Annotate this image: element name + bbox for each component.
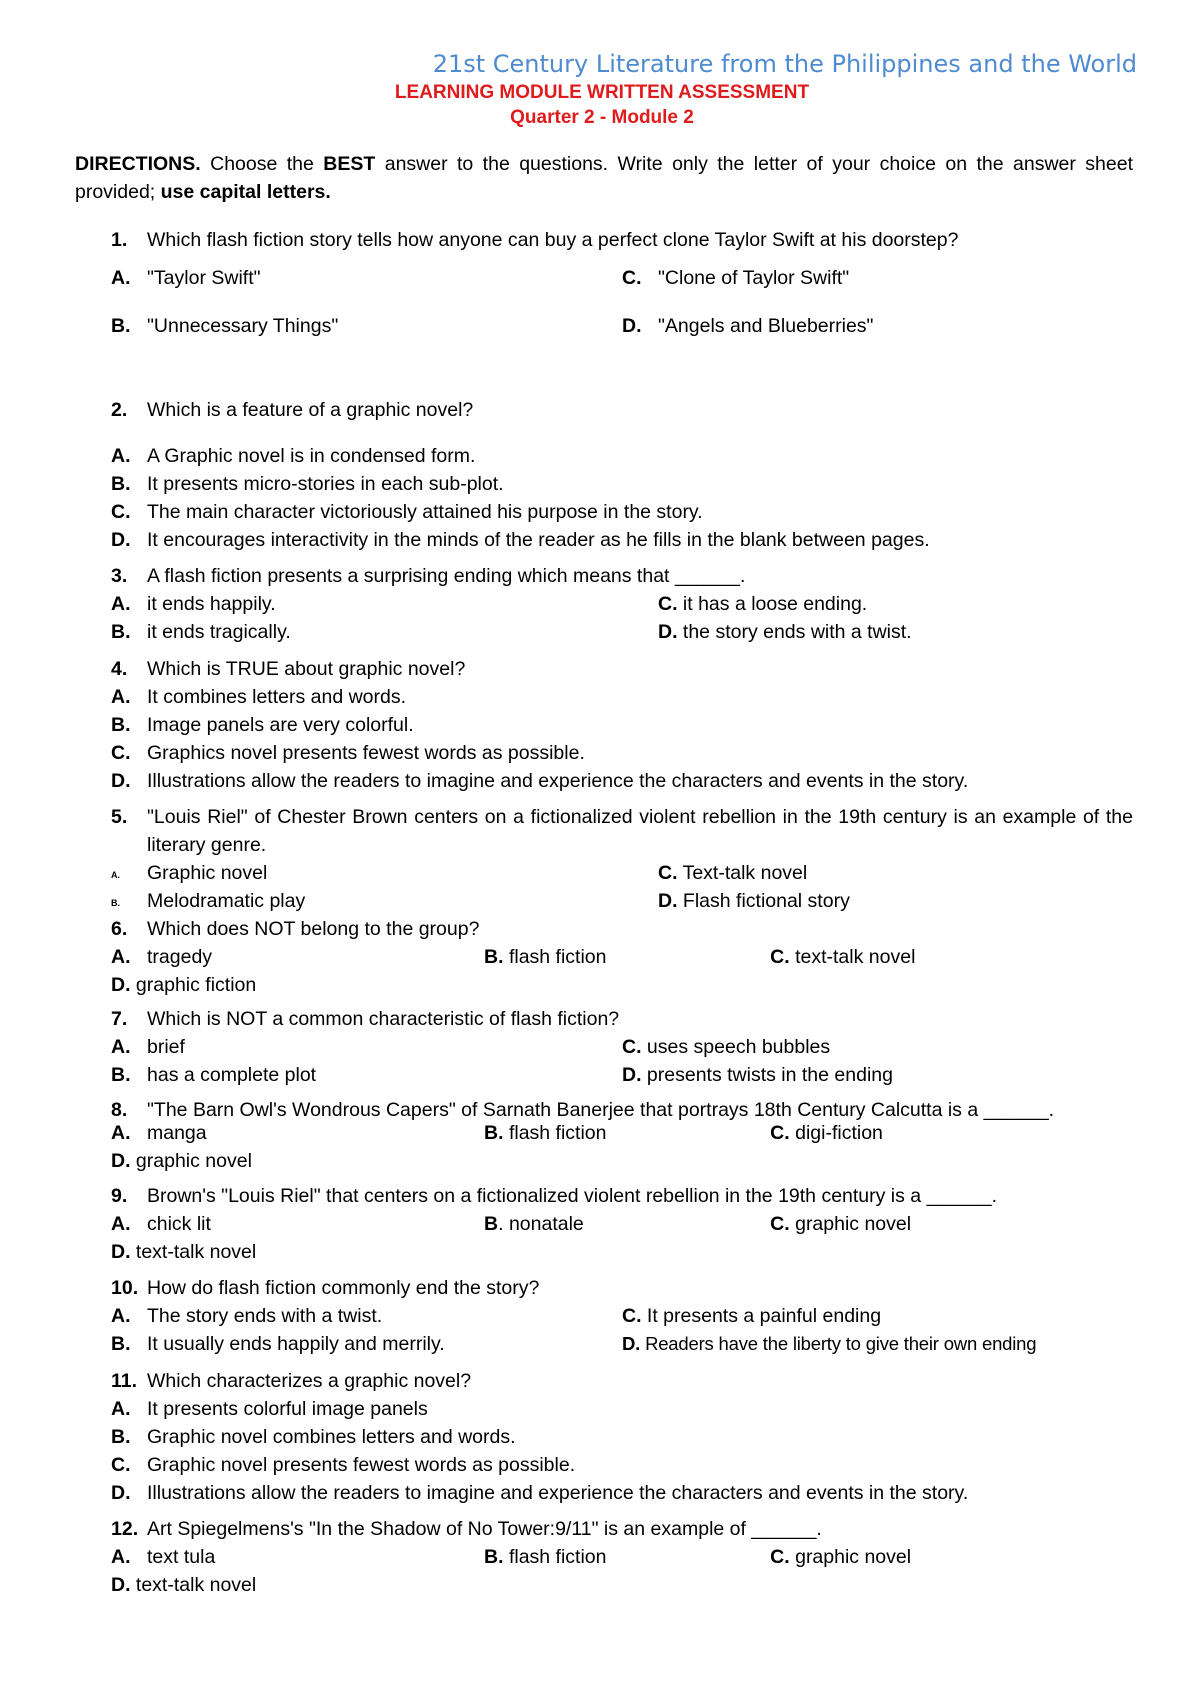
option[interactable] <box>111 1423 1133 1451</box>
option-text: graphic novel <box>135 1150 252 1172</box>
option-text: It encourages interactivity in the minds of the reader as he fills in the blank between pages. <box>147 529 930 551</box>
option[interactable] <box>111 1302 622 1330</box>
directions-best: BEST <box>323 153 376 175</box>
directions-text-1: Choose the <box>210 153 314 175</box>
option[interactable] <box>111 264 622 292</box>
option-text: it ends tragically. <box>147 621 291 643</box>
question-2-options <box>111 442 1133 554</box>
question-number: 4. <box>111 658 128 680</box>
option-text: It presents a painful ending <box>646 1305 882 1327</box>
option-letter: A. <box>111 593 131 615</box>
option[interactable] <box>111 1210 484 1238</box>
question-11 <box>75 1367 1133 1395</box>
option-text: text-talk novel <box>795 946 916 968</box>
option[interactable] <box>622 1033 1133 1061</box>
option-letter: B. <box>484 946 504 968</box>
option-text: Illustrations allow the readers to imagine and experience the characters and events in the story. <box>147 1482 969 1504</box>
option[interactable] <box>484 1119 770 1147</box>
question-5 <box>75 803 1133 859</box>
option-text: tragedy <box>147 946 213 968</box>
directions-label: DIRECTIONS. <box>75 153 201 175</box>
question-6 <box>75 915 1133 943</box>
option[interactable] <box>111 470 1133 498</box>
option-text: It presents micro-stories in each sub-plot. <box>147 473 504 495</box>
option-text: graphic novel <box>795 1546 912 1568</box>
option-letter: D. <box>622 1333 641 1354</box>
option-text: Illustrations allow the readers to imagine and experience the characters and events in the story. <box>147 770 969 792</box>
directions-emphasis: use capital letters. <box>160 181 331 203</box>
question-4-options <box>111 683 1133 795</box>
option[interactable] <box>111 1571 256 1599</box>
option-letter: B. <box>111 1333 131 1355</box>
option-letter: D. <box>111 770 131 792</box>
question-10-options <box>111 1302 1133 1358</box>
option-text: Graphic novel <box>147 862 268 884</box>
question-text: Which is NOT a common characteristic of flash fiction? <box>147 1008 620 1030</box>
question-12-options <box>111 1543 1133 1599</box>
option[interactable] <box>111 1119 484 1147</box>
option-letter: A. <box>111 686 131 708</box>
option[interactable] <box>622 264 1133 292</box>
option-text: flash fiction <box>508 946 607 968</box>
option[interactable] <box>770 943 1133 971</box>
question-12 <box>75 1515 1133 1543</box>
option[interactable] <box>111 1238 256 1266</box>
option-letter: B. <box>111 898 120 908</box>
option[interactable] <box>484 1210 770 1238</box>
option-text: Image panels are very colorful. <box>147 714 414 736</box>
option-letter: B. <box>111 473 131 495</box>
option[interactable] <box>111 887 622 915</box>
option-text: it has a loose ending. <box>682 593 868 615</box>
option[interactable] <box>111 711 1133 739</box>
option-text: chick lit <box>147 1213 211 1235</box>
option[interactable] <box>111 1395 1133 1423</box>
directions-text-2: answer to the questions. Write only the letter of your choice on the answer sheet provided; <box>75 153 1133 203</box>
question-text: A flash fiction presents a surprising ending which means that ______. <box>147 565 746 587</box>
option[interactable] <box>111 1543 484 1571</box>
option-letter: D. <box>658 621 678 643</box>
option[interactable] <box>622 887 1133 915</box>
question-text: Brown's "Louis Riel" that centers on a fictionalized violent rebellion in the 19th century is a ______. <box>147 1185 998 1207</box>
option[interactable] <box>622 590 1133 618</box>
option-text: It usually ends happily and merrily. <box>147 1333 445 1355</box>
directions <box>75 150 1133 206</box>
option[interactable] <box>484 1543 770 1571</box>
option-text: brief <box>147 1036 185 1058</box>
option-letter: D. <box>111 1241 131 1263</box>
question-text: Which does NOT belong to the group? <box>147 918 480 940</box>
option-letter: A. <box>111 1122 131 1144</box>
question-4 <box>75 655 1133 683</box>
option[interactable] <box>770 1119 1133 1147</box>
option-letter: B. <box>111 1426 131 1448</box>
option[interactable] <box>111 739 1133 767</box>
option-letter: A. <box>111 1546 131 1568</box>
option-letter: C. <box>658 862 678 884</box>
option-letter: C. <box>770 946 790 968</box>
question-7 <box>75 1005 1133 1033</box>
assessment-title: LEARNING MODULE WRITTEN ASSESSMENT <box>394 82 810 103</box>
option[interactable] <box>111 683 1133 711</box>
question-7-options <box>111 1033 1133 1089</box>
option-letter: B. <box>111 1064 131 1086</box>
question-10 <box>75 1274 1133 1302</box>
option-text: has a complete plot <box>147 1064 317 1086</box>
option[interactable] <box>770 1210 1133 1238</box>
question-text: Which is a feature of a graphic novel? <box>147 399 474 421</box>
question-text: Which characterizes a graphic novel? <box>147 1370 472 1392</box>
option[interactable] <box>111 498 1133 526</box>
question-number: 8. <box>111 1099 128 1121</box>
question-2 <box>75 396 1133 424</box>
option[interactable] <box>111 312 622 340</box>
option-letter: A. <box>111 870 120 880</box>
option-letter: D. <box>111 529 131 551</box>
option[interactable] <box>622 1302 1133 1330</box>
option-text: Graphic novel presents fewest words as possible. <box>147 1454 576 1476</box>
option-text: "Taylor Swift" <box>147 267 261 289</box>
question-number: 11. <box>111 1370 138 1392</box>
question-8-options <box>111 1119 1133 1175</box>
question-text: Which flash fiction story tells how anyone can buy a perfect clone Taylor Swift at his doorstep? <box>147 229 959 251</box>
question-text: "The Barn Owl's Wondrous Capers" of Sarnath Banerjee that portrays 18th Century Calcutta is a ______. <box>147 1099 1055 1121</box>
assessment-content <box>75 150 1133 1599</box>
question-number: 6. <box>111 918 128 940</box>
question-1-options <box>111 264 1133 340</box>
option[interactable] <box>111 1479 1133 1507</box>
question-5-options <box>111 859 1133 915</box>
option-text: text tula <box>147 1546 216 1568</box>
option-text: The story ends with a twist. <box>147 1305 383 1327</box>
question-text: Art Spiegelmens's "In the Shadow of No Tower:9/11" is an example of ______. <box>147 1518 822 1540</box>
option-text: Text-talk novel <box>682 862 808 884</box>
option-letter: A. <box>111 267 131 289</box>
option-text: uses speech bubbles <box>646 1036 831 1058</box>
option-letter: C. <box>111 742 131 764</box>
option[interactable] <box>111 526 1133 554</box>
option[interactable] <box>622 1330 1133 1358</box>
option-text: manga <box>147 1122 207 1144</box>
option-letter: C. <box>658 593 678 615</box>
question-3 <box>75 562 1133 590</box>
option-letter: D. <box>111 1574 131 1596</box>
option-letter: B. <box>484 1546 504 1568</box>
option-text: "Unnecessary Things" <box>147 315 339 337</box>
quarter-module: Quarter 2 - Module 2 <box>510 107 694 128</box>
option-text: A Graphic novel is in condensed form. <box>147 445 476 467</box>
option[interactable] <box>111 971 256 999</box>
option[interactable] <box>484 943 770 971</box>
option-text: Melodramatic play <box>147 890 306 912</box>
option[interactable] <box>111 767 1133 795</box>
option-letter: C. <box>111 1454 131 1476</box>
option-letter: A. <box>111 1305 131 1327</box>
option[interactable] <box>111 943 484 971</box>
option[interactable] <box>111 1451 1133 1479</box>
option-text: flash fiction <box>508 1546 607 1568</box>
option-letter: D. <box>658 890 678 912</box>
option-letter: B. <box>111 315 131 337</box>
option-text: "Clone of Taylor Swift" <box>658 267 850 289</box>
option[interactable] <box>111 442 1133 470</box>
option-text: graphic fiction <box>135 974 257 996</box>
option-letter: C. <box>622 1305 642 1327</box>
option-letter: B. <box>484 1122 504 1144</box>
option-letter: C. <box>770 1213 790 1235</box>
question-9-options <box>111 1210 1133 1266</box>
option-letter: B. <box>111 714 131 736</box>
option-letter: A. <box>111 445 131 467</box>
option-letter: B <box>484 1213 499 1235</box>
option-letter: D. <box>111 1150 131 1172</box>
option[interactable] <box>770 1543 1133 1571</box>
option-letter: A. <box>111 1036 131 1058</box>
option-letter: D. <box>111 1482 131 1504</box>
question-number: 12. <box>111 1518 139 1540</box>
option-text: It combines letters and words. <box>147 686 407 708</box>
option-letter: A. <box>111 1398 131 1420</box>
option[interactable] <box>622 1061 1133 1089</box>
option-text: The main character victoriously attained his purpose in the story. <box>147 501 703 523</box>
option[interactable] <box>111 859 622 887</box>
option[interactable] <box>111 1147 252 1175</box>
question-11-options <box>111 1395 1133 1507</box>
option-text: Graphics novel presents fewest words as possible. <box>147 742 585 764</box>
option[interactable] <box>622 618 1133 646</box>
question-number: 7. <box>111 1008 128 1030</box>
question-number: 3. <box>111 565 128 587</box>
question-number: 2. <box>111 399 128 421</box>
option-text: flash fiction <box>508 1122 607 1144</box>
question-number: 9. <box>111 1185 128 1207</box>
option-text: the story ends with a twist. <box>682 621 912 643</box>
option-text: text-talk novel <box>135 1241 257 1263</box>
option[interactable] <box>622 859 1133 887</box>
question-6-options <box>111 943 1133 999</box>
question-number: 5. <box>111 806 128 828</box>
option[interactable] <box>111 1330 622 1358</box>
question-9 <box>75 1182 1133 1210</box>
option-letter: A. <box>111 1213 131 1235</box>
question-1 <box>75 226 1133 254</box>
option[interactable] <box>622 312 1133 340</box>
question-text: Which is TRUE about graphic novel? <box>147 658 466 680</box>
option-letter: D. <box>622 315 642 337</box>
option-text: presents twists in the ending <box>646 1064 893 1086</box>
option-text: it ends happily. <box>147 593 276 615</box>
option-letter: C. <box>111 501 131 523</box>
question-number: 1. <box>111 229 128 251</box>
option[interactable] <box>111 618 622 646</box>
option-letter: A. <box>111 946 131 968</box>
question-text: "Louis Riel" of Chester Brown centers on a fictionalized violent rebellion in the 19th century is an example of the literary genre. <box>147 806 1133 856</box>
option-letter: C. <box>622 1036 642 1058</box>
question-text: How do flash fiction commonly end the story? <box>147 1277 540 1299</box>
option-letter: C. <box>622 267 642 289</box>
option-text: It presents colorful image panels <box>147 1398 428 1420</box>
option-text: text-talk novel <box>135 1574 257 1596</box>
option-text: . nonatale <box>498 1213 584 1235</box>
option-text: "Angels and Blueberries" <box>658 315 874 337</box>
option-letter: C. <box>770 1122 790 1144</box>
option-text: Graphic novel combines letters and words. <box>147 1426 516 1448</box>
option-letter: D. <box>111 974 131 996</box>
option-letter: C. <box>770 1546 790 1568</box>
option-text: graphic novel <box>795 1213 912 1235</box>
option[interactable] <box>111 1033 622 1061</box>
option[interactable] <box>111 1061 622 1089</box>
option-letter: B. <box>111 621 131 643</box>
option-text: Flash fictional story <box>682 890 850 912</box>
option[interactable] <box>111 590 622 618</box>
option-text: digi-fiction <box>795 1122 883 1144</box>
question-number: 10. <box>111 1277 139 1299</box>
option-letter: D. <box>622 1064 642 1086</box>
question-3-options <box>111 590 1133 646</box>
course-title: 21st Century Literature from the Philippines and the World <box>432 50 1137 78</box>
option-text: Readers have the liberty to give their own ending <box>645 1333 1037 1354</box>
